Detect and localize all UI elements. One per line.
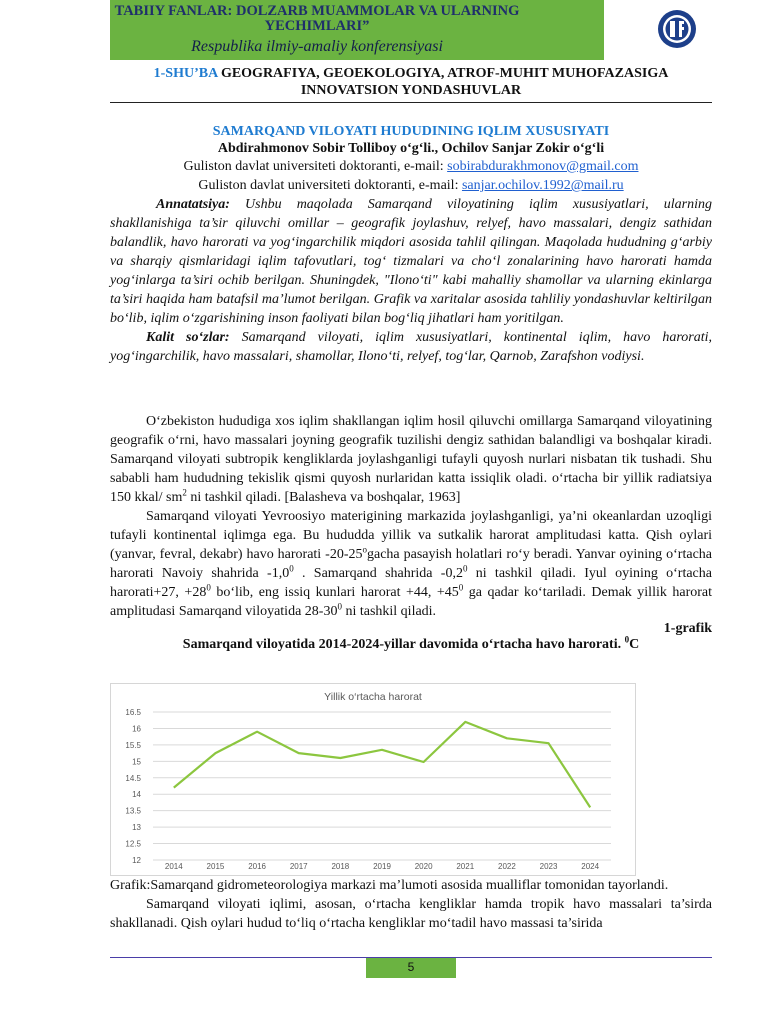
x-tick-label: 2016 (248, 862, 266, 871)
x-tick-label: 2023 (539, 862, 558, 871)
x-tick-label: 2020 (414, 862, 433, 871)
keywords-text: Samarqand viloyati, iqlim xususiyatlari, kontinental iqlim, havo harorati, yog‘ingarchilik, havo massalari, shamollar, Ilono‘ti, relyef, tog‘lar, Qarnob, Zarafshon vodiysi. (110, 330, 712, 364)
x-tick-label: 2024 (581, 862, 600, 871)
article-body (110, 412, 712, 653)
x-tick-label: 2019 (373, 862, 391, 871)
paragraph-1 (110, 412, 712, 507)
paragraph-2-text-d: ni tashkil qiladi. Iyul oyining o‘rtacha harorati+27, +28 (110, 566, 712, 600)
paragraph-2-text-e: bo‘lib, eng issiq kunlari harorat +44, +45 (210, 585, 459, 600)
chart-title: Yillik o‘rtacha harorat (324, 691, 422, 703)
paragraph-2-sup-4: 0 (206, 582, 211, 593)
affiliation-1 (110, 157, 712, 176)
article-authors: Abdirahmonov Sobir Tolliboy o‘g‘li., Ochilov Sanjar Zokir o‘g‘li (217, 141, 605, 156)
conference-banner (110, 0, 604, 60)
conference-title: TABIIY FANLAR: DOLZARB MUAMMOLAR VA ULARNING YECHIMLARI” (114, 3, 520, 34)
figure-source-note: Grafik:Samarqand gidrometeorologiya markazi ma’lumoti asosida mualliflar tomonidan tayorlandi. (110, 878, 669, 893)
paragraph-2-sup-5: 0 (458, 582, 464, 593)
y-tick-label: 15.5 (125, 740, 141, 750)
x-tick-label: 2021 (456, 862, 475, 871)
chart-svg (111, 684, 635, 875)
y-tick-label: 12.5 (125, 839, 141, 849)
annotation (110, 195, 712, 328)
chart-grid (153, 712, 611, 860)
temperature-line-chart (110, 683, 636, 876)
paragraph-2-sup-3: 0 (462, 563, 468, 574)
figure-caption-unit: C (629, 637, 640, 652)
paragraph-2-sup-2: 0 (289, 563, 294, 574)
section-heading (110, 65, 712, 99)
page-number: 5 (366, 958, 456, 978)
affiliation-2 (110, 176, 712, 195)
affiliation-1-text: Guliston davlat universiteti doktoranti, e-mail: (183, 159, 448, 174)
x-tick-label: 2017 (289, 862, 308, 871)
paragraph-2 (110, 507, 712, 621)
paragraph-2-text-c: . Samarqand shahrida -0,2 (293, 566, 463, 581)
article-front-matter (110, 124, 712, 366)
paragraph-2-text-g: ni tashkil qiladi. (341, 604, 437, 619)
conference-emblem-icon (654, 6, 700, 52)
figure-caption-sup: 0 (624, 634, 630, 645)
article-title: SAMARQAND VILOYATI HUDUDINING IQLIM XUSUSIYATI (212, 124, 610, 139)
figure-caption-text: Samarqand viloyatida 2014-2024-yillar davomida o‘rtacha havo harorati. (182, 637, 625, 652)
section-label: 1-SHU’BA (153, 66, 218, 81)
keywords-label: Kalit so‘zlar: (146, 330, 230, 345)
x-tick-label: 2015 (206, 862, 225, 871)
y-tick-label: 14.5 (125, 773, 141, 783)
paragraph-2-text-a: Samarqand viloyati Yevroosiyo materigining markazida joylashganligi, ya’ni okeanlardan uzoqligi tufayli kontinental iqlimga ega. Bu hududda yillik va sutkalik harorat amplitudasi katta. Qish oylari (yanvar, fevral, dekabr) havo harorati -20-25 (110, 509, 712, 562)
affiliation-1-email-link[interactable]: sobirabdurakhmonov@gmail.com (447, 159, 639, 174)
conference-subtitle: Respublika ilmiy-amaliy konferensiyasi (191, 38, 443, 55)
y-tick-label: 16.5 (125, 708, 141, 717)
paragraph-2-text-b: gacha pasayish holatlari ro‘y beradi. Yanvar oyining o‘rtacha harorati Navoiy shahrida -1,0 (110, 547, 712, 581)
y-tick-label: 15 (132, 757, 141, 767)
paragraph-2-text-f: ga qadar ko‘tariladi. Demak yillik harorat amplitudasi Samarqand viloyatida 28-30 (110, 585, 712, 619)
y-tick-label: 14 (132, 790, 141, 800)
figure-caption (110, 634, 712, 653)
paragraph-3: Samarqand viloyati iqlimi, asosan, o‘rtacha kengliklar hamda tropik havo massalari ta’sirda shakllanadi. Qish oylari hudud to‘liq o‘rtacha kengliklar mo‘tadil havo massasi ta’sirida (110, 897, 712, 931)
x-tick-label: 2018 (331, 862, 350, 871)
figure-number: 1-grafik (663, 621, 712, 636)
x-tick-label: 2022 (498, 862, 516, 871)
paragraph-2-sup-1: o (362, 544, 367, 555)
chart-y-axis (125, 708, 141, 865)
article-body-continued (110, 876, 712, 933)
paragraph-1-sup: 2 (182, 487, 187, 498)
keywords (110, 328, 712, 366)
affiliation-2-text: Guliston davlat universiteti doktoranti, e-mail: (198, 178, 462, 193)
header-rule (110, 102, 712, 103)
section-title: GEOGRAFIYA, GEOEKOLOGIYA, ATROF-MUHIT MUHOFAZASIGA INNOVATSION YONDASHUVLAR (217, 66, 669, 98)
y-tick-label: 12 (132, 856, 141, 865)
chart-x-axis (165, 862, 600, 871)
affiliation-2-email-link[interactable]: sanjar.ochilov.1992@mail.ru (461, 178, 624, 193)
annotation-label: Annatatsiya: (156, 197, 230, 212)
paragraph-1-text-a: O‘zbekiston hududiga xos iqlim shakllangan iqlim hosil qiluvchi omillarga Samarqand viloyatining geografik o‘rni, havo massalari joyning geografik tuzilishi dengiz sathidan balandligi va boshqalar kiradi. Samarqand viloyati subtropik kengliklarda joylashganligi tufayli quyosh nurlari nisbatan tik tushadi. Shu sababli ham hududning tekislik qismi quyosh nurlaridan katta issiqlik oladi. o‘rtacha bir yillik radiatsiya 150 kkal/ sm (110, 414, 712, 505)
y-tick-label: 13 (132, 823, 141, 833)
x-tick-label: 2014 (164, 862, 183, 871)
annotation-text: Ushbu maqolada Samarqand viloyatining iqlim xususiyatlari, ularning shakllanishiga ta’sir qiluvchi omillar – geografik joylashuv, relyef, havo massalari, dengiz sathidan balandlik, havo harorati va yog‘ingarchilik miqdori asosida tahlil qilingan. Maqolada hududning g‘arbiy va sharqiy qismlaridagi iqlim tafovutlari, tog‘ tizmalari va cho‘l zonalarining havo harorati hamda yog‘inlarga ta’siri ochib berilgan. Shuningdek, "Ilono‘ti" kabi mahalliy shamollar va ularning ekinlarga ta’siri haqida ham batafsil ma’lumot berilgan. Grafik va xaritalar asosida tahliliy yondashuvlar keltirilgan bo‘lib, iqlim o‘zgarishining inson faoliyati bilan bog‘liq jihatlari ham yoritilgan. (110, 197, 712, 326)
paragraph-2-sup-6: 0 (337, 601, 342, 612)
y-tick-label: 13.5 (125, 806, 141, 816)
y-tick-label: 16 (132, 724, 141, 734)
paragraph-1-text-b: ni tashkil qiladi. [Balasheva va boshqalar, 1963] (186, 490, 461, 505)
